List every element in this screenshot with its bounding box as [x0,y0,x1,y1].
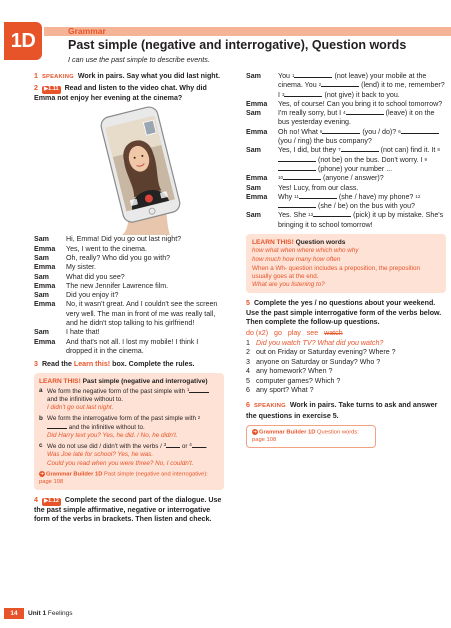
rule-a [39,387,219,404]
gap-blank[interactable] [186,386,209,393]
rule-example: Could you read when you were three? No, I couldn't. [47,459,194,467]
builder-label: Grammar Builder 1D [46,471,103,478]
speaker-name: Emma [34,337,56,346]
exercise-5 [246,299,446,327]
gap-number: 8 [437,147,440,153]
line-text: (she / have) my phone? [338,192,414,201]
rule-text: and the infinitive without to. [68,423,145,431]
right-column [246,72,446,448]
gap-blank[interactable] [401,128,439,134]
rule-example: Was Joe late for school? Yes, he was. [47,451,154,459]
gap-number: 6 [398,128,401,134]
word-bank-item: do (x2) [246,329,269,338]
speaker-name: Sam [34,291,49,300]
item-text: any sport? What ? [256,385,314,394]
exercise-number: 3 [34,360,38,369]
page-title: Past simple (negative and interrogative), Question words [68,38,407,52]
lesson-badge: 1D [4,22,42,60]
unit-number: Unit 1 [28,610,47,617]
learn-this-box-question-words [246,234,446,293]
exercise-instruction: Work in pairs. Say what you did last night. [77,72,220,80]
speaker-name: Emma [246,127,268,136]
exercise-number: 2 [34,84,38,93]
left-column [34,72,224,526]
builder-label: Grammar Builder 1D [259,429,316,436]
gap-number: 4 [343,110,346,116]
exercise-number: 5 [246,299,250,308]
speaker-line [278,184,446,193]
unit-name: Feelings [47,610,73,617]
speaker-name: Sam [34,235,49,244]
dialogue-line [34,282,224,291]
phone-video-chat-image [34,105,224,235]
question-words-note: When a Wh- question includes a preposition, the preposition usually goes at the end. [252,264,421,280]
rule-text: We form the interrogative form of the past simple with [47,414,196,422]
item-number: 2 [246,348,250,357]
section-label: Grammar [68,26,106,36]
line-text: (you / do)? [362,127,397,136]
speaker-line [278,146,446,174]
rule-text: We do not use did / didn't with the verbs / [47,443,162,451]
gap-blank[interactable] [299,193,337,199]
speaker-line [278,174,446,183]
page-subtitle: I can use the past simple to describe events. [68,55,210,64]
speaker-name: Sam [34,328,49,337]
unit-label [28,608,72,619]
question-words-line-1: how what when where which who why [252,247,359,255]
box-heading [252,238,440,247]
dialogue-line [34,291,224,300]
exercise-5-items [246,339,446,395]
dialogue-part-1 [34,235,224,356]
dialogue-line [34,254,224,263]
dialogue-line [246,211,446,230]
dialogue-line [34,328,224,337]
rule-b [39,415,219,432]
dialogue-line [34,263,224,272]
line-text: Yes, I did, but they [278,146,337,155]
grammar-builder-link[interactable] [39,471,219,486]
gap-blank[interactable] [278,165,316,171]
gap-blank[interactable] [278,202,316,208]
builder-text: Past simple (negative and interrogative): page 108 [39,471,208,485]
exercise-3 [34,360,224,369]
gap-blank[interactable] [47,423,67,429]
dialogue-line [246,193,446,212]
gap-number: 10 [278,175,284,181]
exercise-instruction: Work in pairs. Take turns to ask and answer the questions in exercise 5. [246,401,438,420]
gap-number: 11 [294,193,299,199]
speaker-line: What did you see? [66,272,125,281]
line-text: (leave) it on the bus yesterday evening. [278,109,435,127]
exercise-1 [34,72,224,82]
speaker-name: Sam [34,253,49,262]
dialogue-line [246,72,446,100]
speaker-line: I hate that! [66,328,100,337]
dialogue-line [246,184,446,193]
audio-track-number: 1.11 [48,86,59,93]
gap-number: 12 [415,193,421,199]
item-example: Did you watch TV? What did you watch? [256,338,384,347]
line-text: You [278,72,290,80]
gap-blank[interactable] [192,442,206,448]
word-bank-item: go [274,329,282,338]
box-label: LEARN THIS! [39,377,81,385]
speaker-name: Sam [34,272,49,281]
audio-track-icon[interactable]: ▶1.12 [43,498,59,505]
exercise-2 [34,84,224,103]
item-text: anyone on Saturday or Sunday? Who ? [256,357,381,366]
speaker-name: Emma [246,192,268,201]
item-number: 5 [246,376,250,385]
line-text: (you / ring) the bus company? [278,137,372,146]
gap-blank[interactable] [281,91,322,97]
speaker-line [278,211,446,230]
gap-number: 1 [291,73,295,78]
item-number: 6 [246,385,250,394]
exercise-item [246,348,446,357]
exercise-number: 4 [34,496,38,505]
dialogue-line [34,245,224,254]
line-text: (not give) it back to you. [324,90,400,99]
exercise-instruction-pre: Read the [41,360,74,369]
gap-blank[interactable] [346,109,384,115]
rule-text: or [181,443,188,451]
dialogue-line [246,128,446,147]
grammar-builder-link[interactable] [246,425,376,448]
exercise-number: 1 [34,72,38,80]
speaker-line: And that's not all. I lost my mobile! I think I dropped it in the cinema. [66,337,199,355]
exercise-number: 6 [246,401,250,410]
speaker-line: Hi, Emma! Did you go out last night? [66,235,182,244]
exercise-item [246,377,446,386]
line-text: Yes. She [278,211,307,220]
gap-blank[interactable] [341,146,379,152]
speaker-name: Emma [246,174,268,183]
rule-example: Did Harry text you? Yes, he did. / No, he didn't. [47,432,178,439]
gap-blank[interactable] [283,174,321,180]
line-text: I'm really sorry, but I [278,109,342,118]
gap-number: 7 [338,147,341,153]
speaker-line: No, it wasn't great. And I couldn't see the screen very well. The man in front of me was really tall, and he didn't stop talking to his girlfriend! [66,300,218,327]
question-words-example: What are you listening to? [252,281,325,289]
gap-number: 5 [319,128,323,134]
dialogue-line [34,235,224,244]
gap-blank[interactable] [318,81,359,88]
gap-number: 9 [424,156,428,162]
speaker-name: Emma [34,263,56,272]
speaking-tag: SPEAKING [253,403,286,410]
rule-letter: b [39,414,43,422]
dialogue-part-2 [246,72,446,230]
dialogue-line [246,109,446,128]
item-text: out on Friday or Saturday evening? Where ? [256,348,396,357]
dialogue-line [34,300,224,328]
line-text: Yes! Lucy, from our class. [278,183,359,192]
rule-example: I didn't go out last night. [47,404,114,412]
rule-text: and the infinitive without to. [47,396,123,404]
speaker-name: Emma [34,300,56,309]
exercise-item [246,386,446,395]
speaker-line [278,128,446,147]
speaker-line: Did you enjoy it? [66,291,119,300]
rule-letter: a [39,386,43,394]
speaker-name: Emma [34,244,56,253]
item-number: 1 [246,338,250,347]
line-text: (lend) it to me, remember? I [278,81,445,99]
item-number: 3 [246,357,250,366]
dialogue-line [34,273,224,282]
question-words-line-2: how much how many how often [252,256,341,264]
page-footer [0,608,451,619]
speaker-name: Sam [246,211,261,220]
speaker-line [278,109,446,128]
speaker-line: Oh, really? Who did you go with? [66,253,171,262]
line-text: (anyone / answer)? [323,174,384,183]
exercise-4 [34,496,224,524]
speaking-tag: SPEAKING [41,74,74,80]
gap-blank[interactable] [319,128,360,134]
gap-blank[interactable] [291,72,332,78]
speaker-name: Sam [246,72,261,80]
gap-number: 4 [189,442,192,448]
dialogue-line [34,338,224,357]
exercise-item [246,339,446,348]
line-text: (phone) your number ... [317,164,393,173]
rule-letter: c [39,442,43,450]
exercise-6 [246,401,446,421]
line-text: Why [278,192,293,201]
word-bank-item: see [306,329,319,338]
word-bank-item-used: watch [324,329,343,338]
speaker-name: Emma [246,99,268,108]
gap-number: 2 [197,414,201,420]
exercise-instruction: Complete the second part of the dialogue. Use the past simple affirmative, negative or interrogative form of the verbs in brackets. Then listen and check. [34,496,222,524]
dialogue-line [246,174,446,183]
learn-this-box-past-simple [34,373,224,491]
dialogue-line [246,100,446,109]
learn-this-link: Learn this! [73,360,111,369]
box-label: LEARN THIS! [252,239,294,247]
speaker-line [278,100,446,109]
item-text: computer games? Which ? [256,376,341,385]
exercise-item [246,358,446,367]
item-number: 4 [246,367,250,376]
audio-track-icon[interactable]: ▶1.11 [43,86,59,93]
gap-blank[interactable] [278,156,316,162]
speaker-name: Sam [246,183,261,192]
gap-number: 3 [281,91,285,97]
speaker-line [278,193,446,212]
word-bank [246,329,446,338]
gap-number: 13 [308,212,314,218]
speaker-line: Yes, I went to the cinema. [66,244,147,253]
item-text: any homework? When ? [256,367,333,376]
arrow-right-icon: ➜ [40,470,44,476]
gap-blank[interactable] [313,211,351,217]
page-number: 14 [4,608,24,619]
speaker-line: The new Jennifer Lawrence film. [66,281,169,290]
box-heading [39,377,219,386]
box-title: Past simple (negative and interrogative) [82,377,208,385]
builder-text: Question words: page 108 [252,429,359,444]
gap-blank[interactable] [163,442,180,448]
exercise-instruction: Complete the yes / no questions about your weekend. Use the past simple interrogative form of the verbs below. Then complete the follow-up questions. [246,299,442,327]
gap-number: 3 [163,442,167,448]
line-text: (not be) on the bus. Don't worry. I [317,155,423,164]
exercise-item [246,367,446,376]
exercise-instruction-post: box. Complete the rules. [110,360,195,369]
speaker-name: Emma [34,281,56,290]
line-text: (not can) find it. It [380,146,436,155]
speaker-line [278,72,446,100]
word-bank-item: play [287,329,301,338]
phone-illustration [34,105,224,235]
audio-track-number: 1.12 [48,498,59,505]
dialogue-line [246,146,446,174]
rule-c: c We do not use did / didn't with the verbs / $^3$ or $^4$ . [39,442,208,451]
line-text: (pick) it up by mistake. She's bringing it to school tomorrow! [278,211,444,229]
gap-number: 2 [318,82,322,88]
line-text: Oh no! What [278,127,318,136]
exercise-instruction: Read and listen to the video chat. Why did Emma not enjoy her evening at the cinema? [34,84,207,102]
speaker-name: Sam [246,109,261,118]
box-title: Question words [295,239,346,247]
line-text: (she / be) on the bus with you? [317,202,415,211]
gap-number: 1 [186,386,190,392]
speaker-name: Sam [246,146,261,155]
rule-text: We form the negative form of the past simple with [47,387,186,395]
arrow-right-icon: ➜ [253,429,257,435]
line-text: Yes, of course! Can you bring it to school tomorrow? [278,99,443,108]
speaker-line: My sister. [66,263,96,272]
line-text: (not leave) your mobile at the cinema. You [278,72,427,90]
